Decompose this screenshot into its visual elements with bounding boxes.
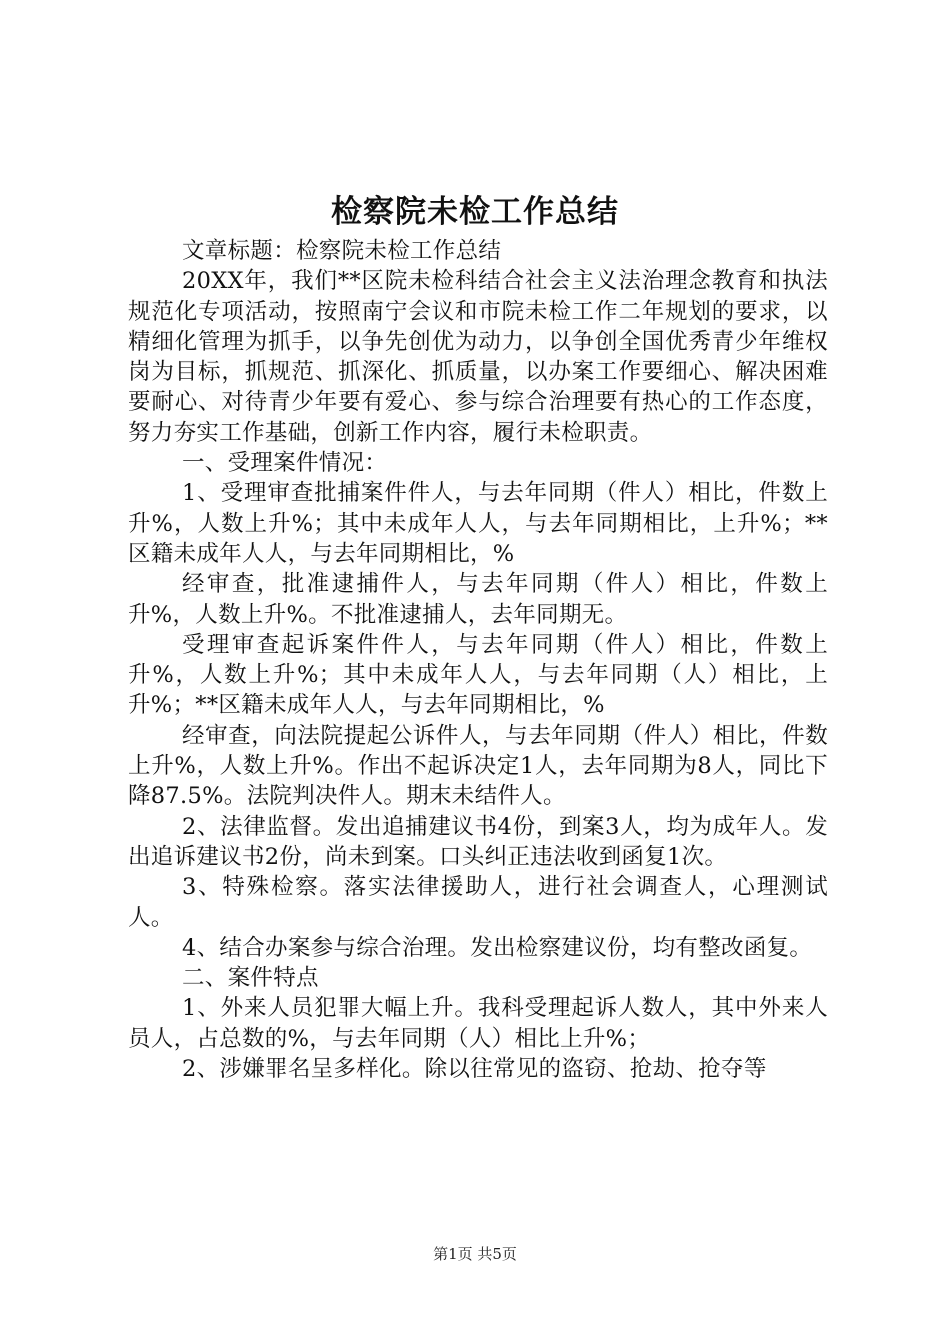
document-title: 检察院未检工作总结 [331, 194, 619, 230]
paragraph-prosecution-review: 受理审查起诉案件件人，与去年同期（件人）相比，件数上升%，人数上升%；其中未成年人人，与去年同期（人）相比，上升%；**区籍未成年人人，与去年同期相比，% [128, 631, 828, 719]
article-title-line: 文章标题：检察院未检工作总结 [182, 238, 502, 264]
page-footer: 第1页 共5页 [433, 1245, 517, 1263]
section-heading-case-acceptance: 一、受理案件情况： [182, 450, 388, 477]
intro-paragraph: 20XX年，我们**区院未检科结合社会主义法治理念教育和执法规范化专项活动，按照南宁会议和市院未检工作二年规划的要求，以精细化管理为抓手，以争先创优为动力，以争创全国优秀青少年维权岗为目标，抓规范、抓深化、抓质量，以办案工作要细心、解决困难要耐心、对待青少年要有爱心、参与综合治理要有热心的工作态度，努力夯实工作基础，创新工作内容，履行未检职责。 [128, 268, 828, 446]
paragraph-prosecution-result: 经审查，向法院提起公诉件人，与去年同期（件人）相比，件数上升%，人数上升%。作出不起诉决定1人，去年同期为8人，同比下降87.5%。法院判决件人。期末未结件人。 [128, 722, 828, 810]
section-heading-case-features: 二、案件特点 [182, 965, 319, 992]
paragraph-arrest-approval: 经审查，批准逮捕件人，与去年同期（件人）相比，件数上升%，人数上升%。不批准逮捕人，去年同期无。 [128, 571, 828, 628]
paragraph-outsider-crime: 1、外来人员犯罪大幅上升。我科受理起诉人数人，其中外来人员人，占总数的%，与去年同期（人）相比上升%； [128, 995, 828, 1052]
paragraph-comprehensive-governance: 4、结合办案参与综合治理。发出检察建议份，均有整改函复。 [182, 934, 813, 961]
paragraph-diverse-charges: 2、涉嫌罪名呈多样化。除以往常见的盗窃、抢劫、抢夺等 [182, 1056, 767, 1083]
document-body [128, 236, 828, 1084]
paragraph-special-procuratorate: 3、特殊检察。落实法律援助人，进行社会调查人，心理测试人。 [128, 874, 828, 931]
paragraph-arrest-review: 1、受理审查批捕案件件人，与去年同期（件人）相比，件数上升%，人数上升%；其中未成年人人，与去年同期相比，上升%；**区籍未成年人人，与去年同期相比，% [128, 480, 828, 567]
paragraph-legal-supervision: 2、法律监督。发出追捕建议书4份，到案3人，均为成年人。发出追诉建议书2份，尚未到案。口头纠正违法收到函复1次。 [128, 813, 828, 870]
